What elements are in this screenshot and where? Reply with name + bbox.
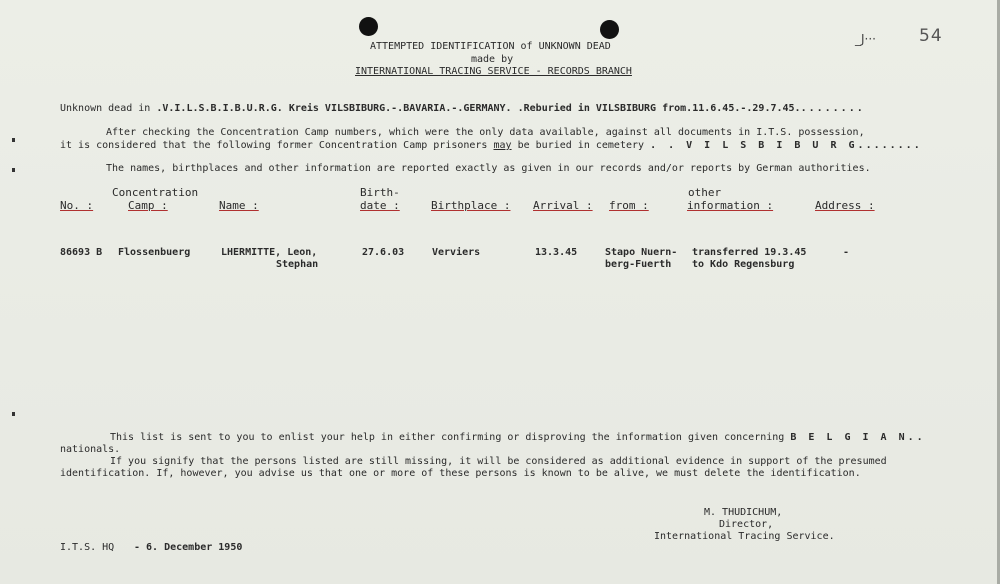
- col-header-from: from :: [609, 199, 649, 212]
- intro-reburied: .Reburied in VILSBIBURG from.11.6.45.-.29.7.45.: [517, 103, 801, 114]
- signature-org: International Tracing Service.: [654, 531, 835, 542]
- page-number: 54: [919, 26, 943, 46]
- intro-kreis: Kreis VILSBIBURG.-.BAVARIA.-.GERMANY.: [288, 103, 512, 114]
- paragraph1-may: may: [493, 140, 512, 151]
- cell-address: -: [843, 247, 850, 258]
- col-header-camp-top: Concentration: [112, 186, 199, 199]
- margin-mark: [12, 412, 15, 416]
- punch-hole-left: [359, 17, 378, 36]
- cemetery-name: . . V I L S B I B U R G: [650, 140, 858, 151]
- intro-line: [60, 103, 865, 114]
- footer-date: - 6. December 1950: [134, 542, 243, 553]
- col-header-birthdate: date :: [360, 199, 400, 212]
- col-header-name: Name :: [219, 199, 259, 212]
- margin-mark: [12, 138, 15, 142]
- margin-mark: [12, 168, 15, 172]
- closing-text: This list is sent to you to enlist your help in either confirming or disproving the information given concerning: [110, 432, 785, 443]
- punch-hole-right: [600, 20, 619, 39]
- col-header-birthplace: Birthplace :: [431, 199, 511, 212]
- col-header-other-top: other: [688, 186, 722, 199]
- closing-line3: If you signify that the persons listed are still missing, it will be considered as additional evidence in support of the presumed: [110, 456, 887, 467]
- closing-line2: nationals.: [60, 444, 121, 455]
- closing-line1: [110, 432, 926, 443]
- col-header-address: Address :: [815, 199, 875, 212]
- col-header-other: information :: [687, 199, 774, 212]
- signature-title: Director,: [719, 519, 774, 530]
- col-header-birth-top: Birth-: [360, 186, 400, 199]
- cell-from-line1: Stapo Nuern-: [605, 247, 678, 258]
- closing-line4: identification. If, however, you advise us that one or more of these persons is known to be alive, we must delete the identification.: [60, 468, 861, 479]
- cell-camp: Flossenbuerg: [118, 247, 191, 258]
- paragraph1-post: be buried in cemetery: [517, 140, 645, 151]
- header-made-by: made by: [471, 54, 514, 65]
- cell-name-line2: Stephan: [276, 259, 319, 270]
- paragraph1-pre: it is considered that the following former Concentration Camp prisoners: [60, 140, 488, 151]
- cell-arrival: 13.3.45: [535, 247, 578, 258]
- cell-no: 86693 B: [60, 247, 103, 258]
- paragraph2: The names, birthplaces and other information are reported exactly as given in our records and/or reports by German authorities.: [106, 163, 871, 174]
- header-organization: INTERNATIONAL TRACING SERVICE - RECORDS BRANCH: [355, 66, 632, 77]
- signature-name: M. THUDICHUM,: [704, 507, 783, 518]
- cell-other-line1: transferred 19.3.45: [692, 247, 807, 258]
- cell-other-line2: to Kdo Regensburg: [692, 259, 795, 270]
- col-header-no: No. :: [60, 199, 94, 212]
- paragraph1-line1: After checking the Concentration Camp numbers, which were the only data available, against all documents in I.T.S. possession,: [106, 127, 865, 138]
- header-title: ATTEMPTED IDENTIFICATION of UNKNOWN DEAD: [370, 41, 611, 52]
- corner-mark: _J···: [855, 32, 876, 46]
- cell-birthdate: 27.6.03: [362, 247, 405, 258]
- cell-birthplace: Verviers: [432, 247, 481, 258]
- cell-from-line2: berg-Fuerth: [605, 259, 672, 270]
- cemetery-dots: ........: [857, 140, 922, 151]
- cell-name-line1: LHERMITTE, Leon,: [221, 247, 318, 258]
- footer-office: I.T.S. HQ: [60, 542, 115, 553]
- paragraph1-line2: [60, 140, 922, 151]
- col-header-camp: Camp :: [128, 199, 168, 212]
- intro-label: Unknown dead in: [60, 103, 151, 114]
- col-header-arrival: Arrival :: [533, 199, 593, 212]
- intro-place: .V.I.L.S.B.I.B.U.R.G.: [156, 103, 283, 114]
- intro-dots: ........: [800, 103, 865, 114]
- closing-nationality: B E L G I A N..: [790, 432, 926, 443]
